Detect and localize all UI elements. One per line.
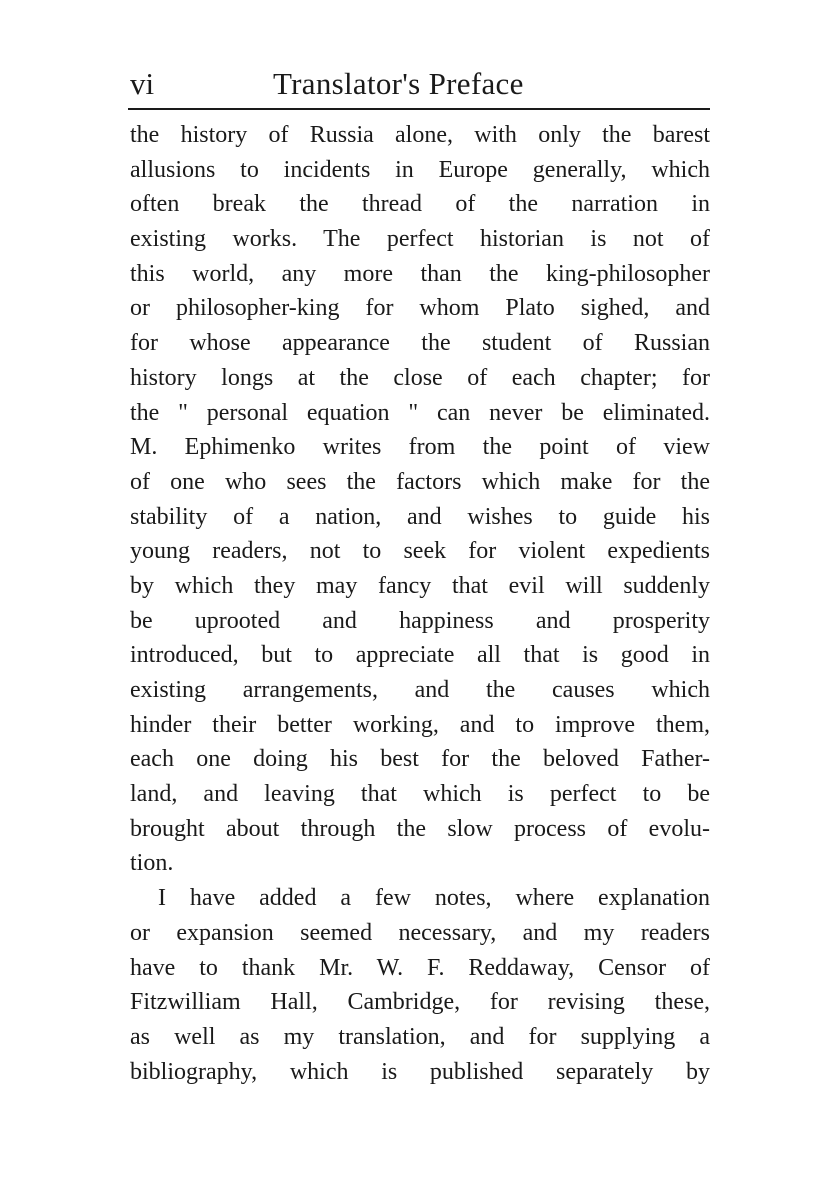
text-line: existing arrangements, and the causes which [130,677,710,703]
text-line: each one doing his best for the beloved Father- [130,746,710,773]
header-rule [128,108,710,110]
text-line: the " personal equation " can never be eliminated. [130,399,710,426]
text-line: or philosopher-king for whom Plato sighed, and [130,295,710,322]
text-line: hinder their better working, and to improve them, [130,711,710,738]
text-line: tion. [130,850,174,877]
text-line: young readers, not to seek for violent expedients [130,538,710,565]
text-line: often break the thread of the narration in [130,191,710,218]
text-line: introduced, but to appreciate all that is good in [130,642,710,669]
body-text [130,118,710,1089]
text-line: land, and leaving that which is perfect to be [130,781,710,808]
page-number: vi [130,66,155,101]
paragraph [130,118,710,881]
text-line: stability of a nation, and wishes to guide his [130,503,710,530]
text-line: by which they may fancy that evil will suddenly [130,572,710,599]
text-line: this world, any more than the king-philosopher [130,260,710,287]
text-line: allusions to incidents in Europe generally, which [130,156,710,183]
text-line: the history of Russia alone, with only the barest [130,122,710,148]
text-line: history longs at the close of each chapter; for [130,364,710,391]
text-line: be uprooted and happiness and prosperity [130,607,710,634]
text-line: for whose appearance the student of Russian [130,330,710,357]
paragraph [130,881,710,1089]
text-line: M. Ephimenko writes from the point of view [130,434,710,461]
text-line: existing works. The perfect historian is not of [130,226,710,253]
text-line: bibliography, which is published separately by [130,1058,710,1085]
running-header [128,66,710,106]
text-line: have to thank Mr. W. F. Reddaway, Censor of [130,954,710,981]
text-line: I have added a few notes, where explanation [158,885,710,912]
text-line: Fitzwilliam Hall, Cambridge, for revising these, [130,989,710,1016]
text-line: as well as my translation, and for supplying a [130,1023,710,1050]
running-title: Translator's Preface [273,66,524,101]
text-line: of one who sees the factors which make for the [130,468,710,495]
text-line: brought about through the slow process of evolu- [130,815,710,842]
text-line: or expansion seemed necessary, and my readers [130,919,710,946]
